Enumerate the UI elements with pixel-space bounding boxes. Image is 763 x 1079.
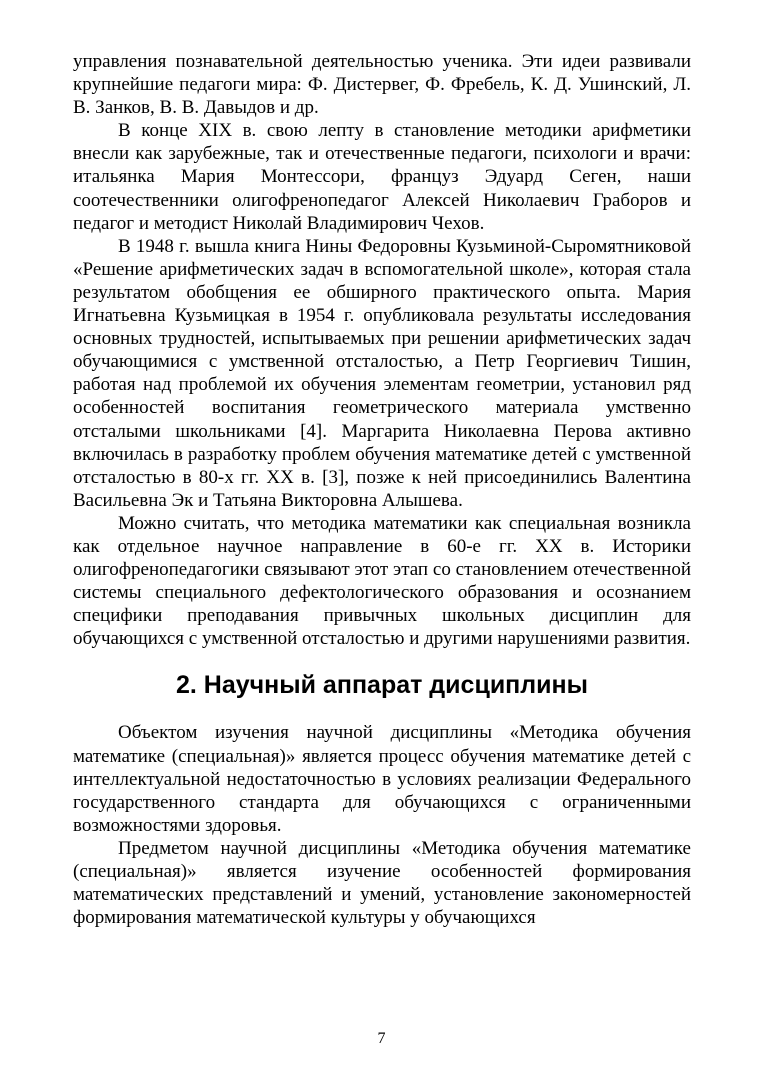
document-page [73,50,691,929]
paragraph-1948-book: В 1948 г. вышла книга Нины Федоровны Кузьминой-Сыромятниковой «Решение арифметических задач в вспомогательной школе», которая стала результатом обобщения ее обширного практического опыта. Мария Игнатьевна Кузьмицкая в 1954 г. опубликовала результаты исследования основных трудностей, испытываемых при решении арифметических задач обучающимися с умственной отсталостью, а Петр Георгиевич Тишин, работая над проблемой их обучения элементам геометрии, установил ряд особенностей воспитания геометрического материала умственно отсталыми школьниками [4]. Маргарита Николаевна Перова активно включилась в разработку проблем обучения математике детей с умственной отсталостью в 80-х гг. XX в. [3], позже к ней присоединились Валентина Васильевна Эк и Татьяна Викторовна Алышева. [73,235,691,511]
section-heading: 2. Научный аппарат дисциплины [176,671,588,700]
paragraph-19th-century: В конце XIX в. свою лепту в становление методики арифметики внесли как зарубежные, так и отечественные педагоги, психологи и врачи: итальянка Мария Монтессори, француз Эдуард Сеген, наши соотечественники олигофренопедагог Алексей Николаевич Граборов и педагог и методист Николай Владимирович Чехов. [73,120,691,234]
paragraph-subject-of-study: Предметом научной дисциплины «Методика обучения математике (специальная)» является изучение особенностей формирования математических представлений и умений, установление закономерностей формирования математической культуры у обучающихся [73,837,691,929]
paragraph-continuation: управления познавательной деятельностью ученика. Эти идеи развивали крупнейшие педагоги мира: Ф. Дистервег, Ф. Фребель, К. Д. Ушинский, Л. В. Занков, В. В. Давыдов и др. [73,51,691,119]
page-number: 7 [377,1030,386,1047]
paragraph-methodology-origin: Можно считать, что методика математики как специальная возникла как отдельное научное направление в 60-е гг. XX в. Историки олигофренопедагогики связывают этот этап со становлением отечественной системы специального дефектологического образования и осознанием специфики преподавания привычных школьных дисциплин для обучающихся с умственной отсталостью и другими нарушениями развития. [73,512,691,650]
paragraph-object-of-study: Объектом изучения научной дисциплины «Методика обучения математике (специальная)» является процесс обучения математике детей с интеллектуальной недостаточностью в условиях реализации Федерального государственного стандарта для обучающихся с ограниченными возможностями здоровья. [73,722,691,836]
